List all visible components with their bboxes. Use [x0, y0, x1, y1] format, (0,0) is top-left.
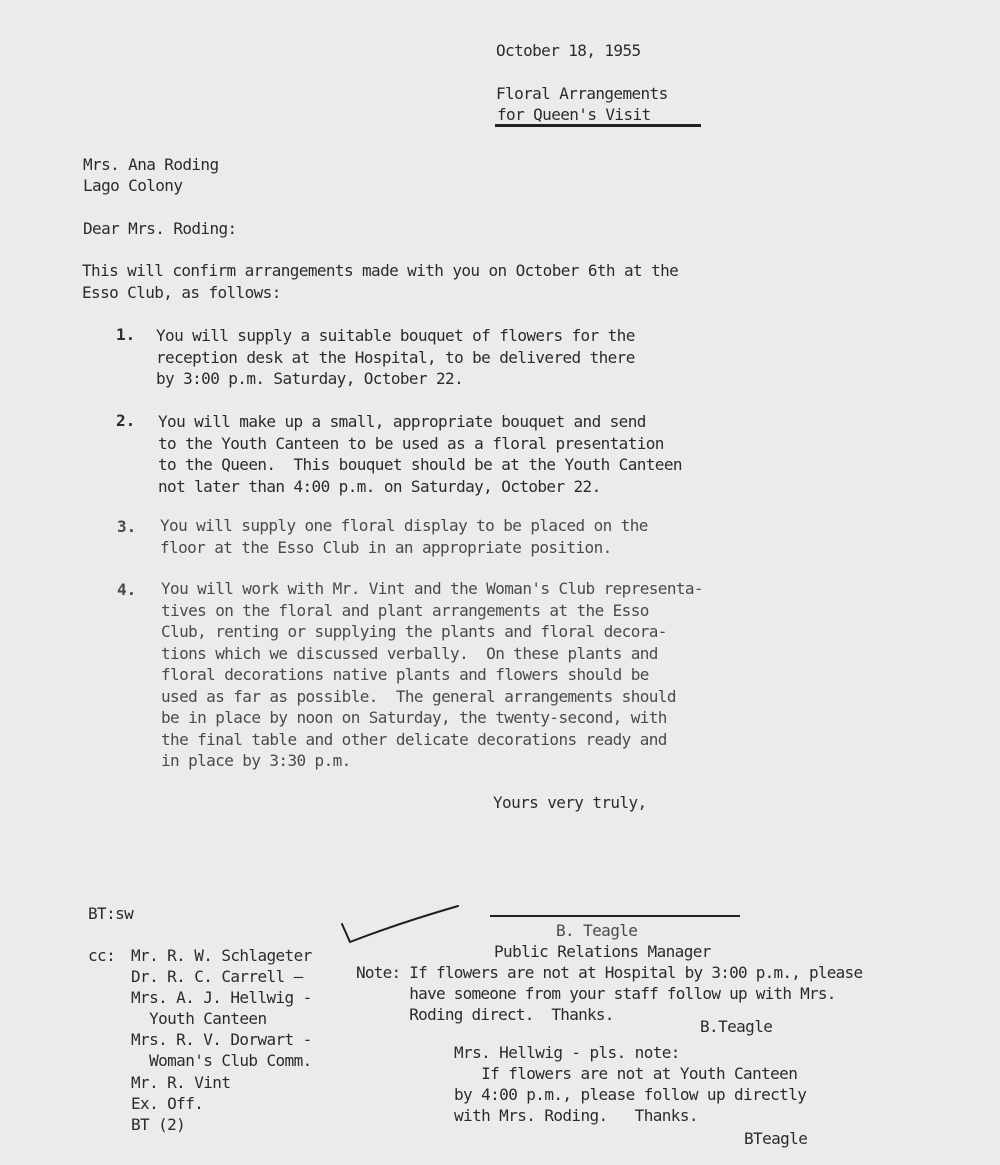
list-item	[158, 411, 682, 497]
note-line: Note: If flowers are not at Hospital by 3:00 p.m., please	[356, 963, 863, 982]
item-line: floral decorations native plants and flowers should be	[161, 665, 649, 684]
item-number: 4.	[117, 580, 137, 599]
cc-entry: Mrs. R. V. Dorwart -	[131, 1030, 312, 1049]
item-line: You will supply one floral display to be placed on the	[160, 516, 648, 535]
note-line: Roding direct. Thanks.	[356, 1005, 614, 1024]
item-line: the final table and other delicate decorations ready and	[161, 729, 667, 749]
list-item	[161, 578, 703, 772]
item-line: Club, renting or supplying the plants and floral decora-	[161, 622, 667, 641]
list-item	[160, 515, 648, 558]
note-line: have someone from your staff follow up with Mrs.	[356, 984, 836, 1003]
item-line: in place by 3:30 p.m.	[161, 751, 351, 770]
recipient-location: Lago Colony	[83, 176, 183, 195]
item-number: 3.	[117, 517, 137, 536]
signer-name: B. Teagle	[556, 921, 638, 940]
item-line: used as far as possible. The general arrangements should	[161, 686, 676, 706]
letter-date: October 18, 1955	[496, 41, 641, 60]
item-line: reception desk at the Hospital, to be delivered there	[156, 347, 635, 367]
signature-line	[490, 915, 740, 917]
subject-underline	[495, 124, 701, 127]
cc-entry: Mr. R. W. Schlageter	[131, 946, 312, 965]
cc-entry: BT (2)	[131, 1115, 186, 1134]
recipient-name: Mrs. Ana Roding	[83, 155, 219, 174]
item-line: to the Youth Canteen to be used as a floral presentation	[158, 433, 664, 453]
note-signature: B.Teagle	[700, 1017, 773, 1036]
subject-line-2: for Queen's Visit	[497, 105, 651, 124]
cc-entry: Youth Canteen	[131, 1009, 267, 1028]
intro-line-2: Esso Club, as follows:	[82, 283, 281, 302]
cc-entry: Woman's Club Comm.	[131, 1051, 312, 1070]
note-line: with Mrs. Roding. Thanks.	[454, 1106, 698, 1125]
list-item	[156, 325, 635, 390]
cc-entry: Dr. R. C. Carrell —	[131, 967, 303, 986]
item-line: not later than 4:00 p.m. on Saturday, October 22.	[158, 476, 601, 496]
note-line: If flowers are not at Youth Canteen	[454, 1064, 798, 1083]
signer-title: Public Relations Manager	[494, 942, 711, 961]
item-line: by 3:00 p.m. Saturday, October 22.	[156, 369, 464, 388]
item-number: 2.	[116, 411, 136, 430]
item-number: 1.	[116, 325, 136, 344]
item-line: floor at the Esso Club in an appropriate position.	[160, 537, 612, 557]
note-line: Mrs. Hellwig - pls. note:	[454, 1043, 680, 1062]
note-signature: BTeagle	[744, 1129, 808, 1148]
typist-initials: BT:sw	[88, 904, 134, 923]
item-line: be in place by noon on Saturday, the twenty-second, with	[161, 708, 667, 727]
cc-entry: Ex. Off.	[131, 1094, 204, 1113]
cc-entry: Mrs. A. J. Hellwig -	[131, 988, 312, 1007]
item-line: You will make up a small, appropriate bouquet and send	[158, 412, 646, 431]
item-line: to the Queen. This bouquet should be at the Youth Canteen	[158, 455, 682, 474]
cc-entry: Mr. R. Vint	[131, 1073, 231, 1092]
closing: Yours very truly,	[493, 793, 647, 812]
salutation: Dear Mrs. Roding:	[83, 219, 237, 238]
item-line: tions which we discussed verbally. On these plants and	[161, 643, 658, 663]
check-mark-icon	[336, 902, 466, 948]
item-line: tives on the floral and plant arrangements at the Esso	[161, 600, 649, 620]
cc-label: cc:	[88, 946, 116, 965]
item-line: You will supply a suitable bouquet of flowers for the	[156, 326, 635, 345]
item-line: You will work with Mr. Vint and the Woman's Club representa-	[161, 579, 703, 598]
subject-line-1: Floral Arrangements	[496, 84, 668, 103]
note-line: by 4:00 p.m., please follow up directly	[454, 1085, 807, 1104]
intro-line-1: This will confirm arrangements made with you on October 6th at the	[82, 261, 679, 280]
